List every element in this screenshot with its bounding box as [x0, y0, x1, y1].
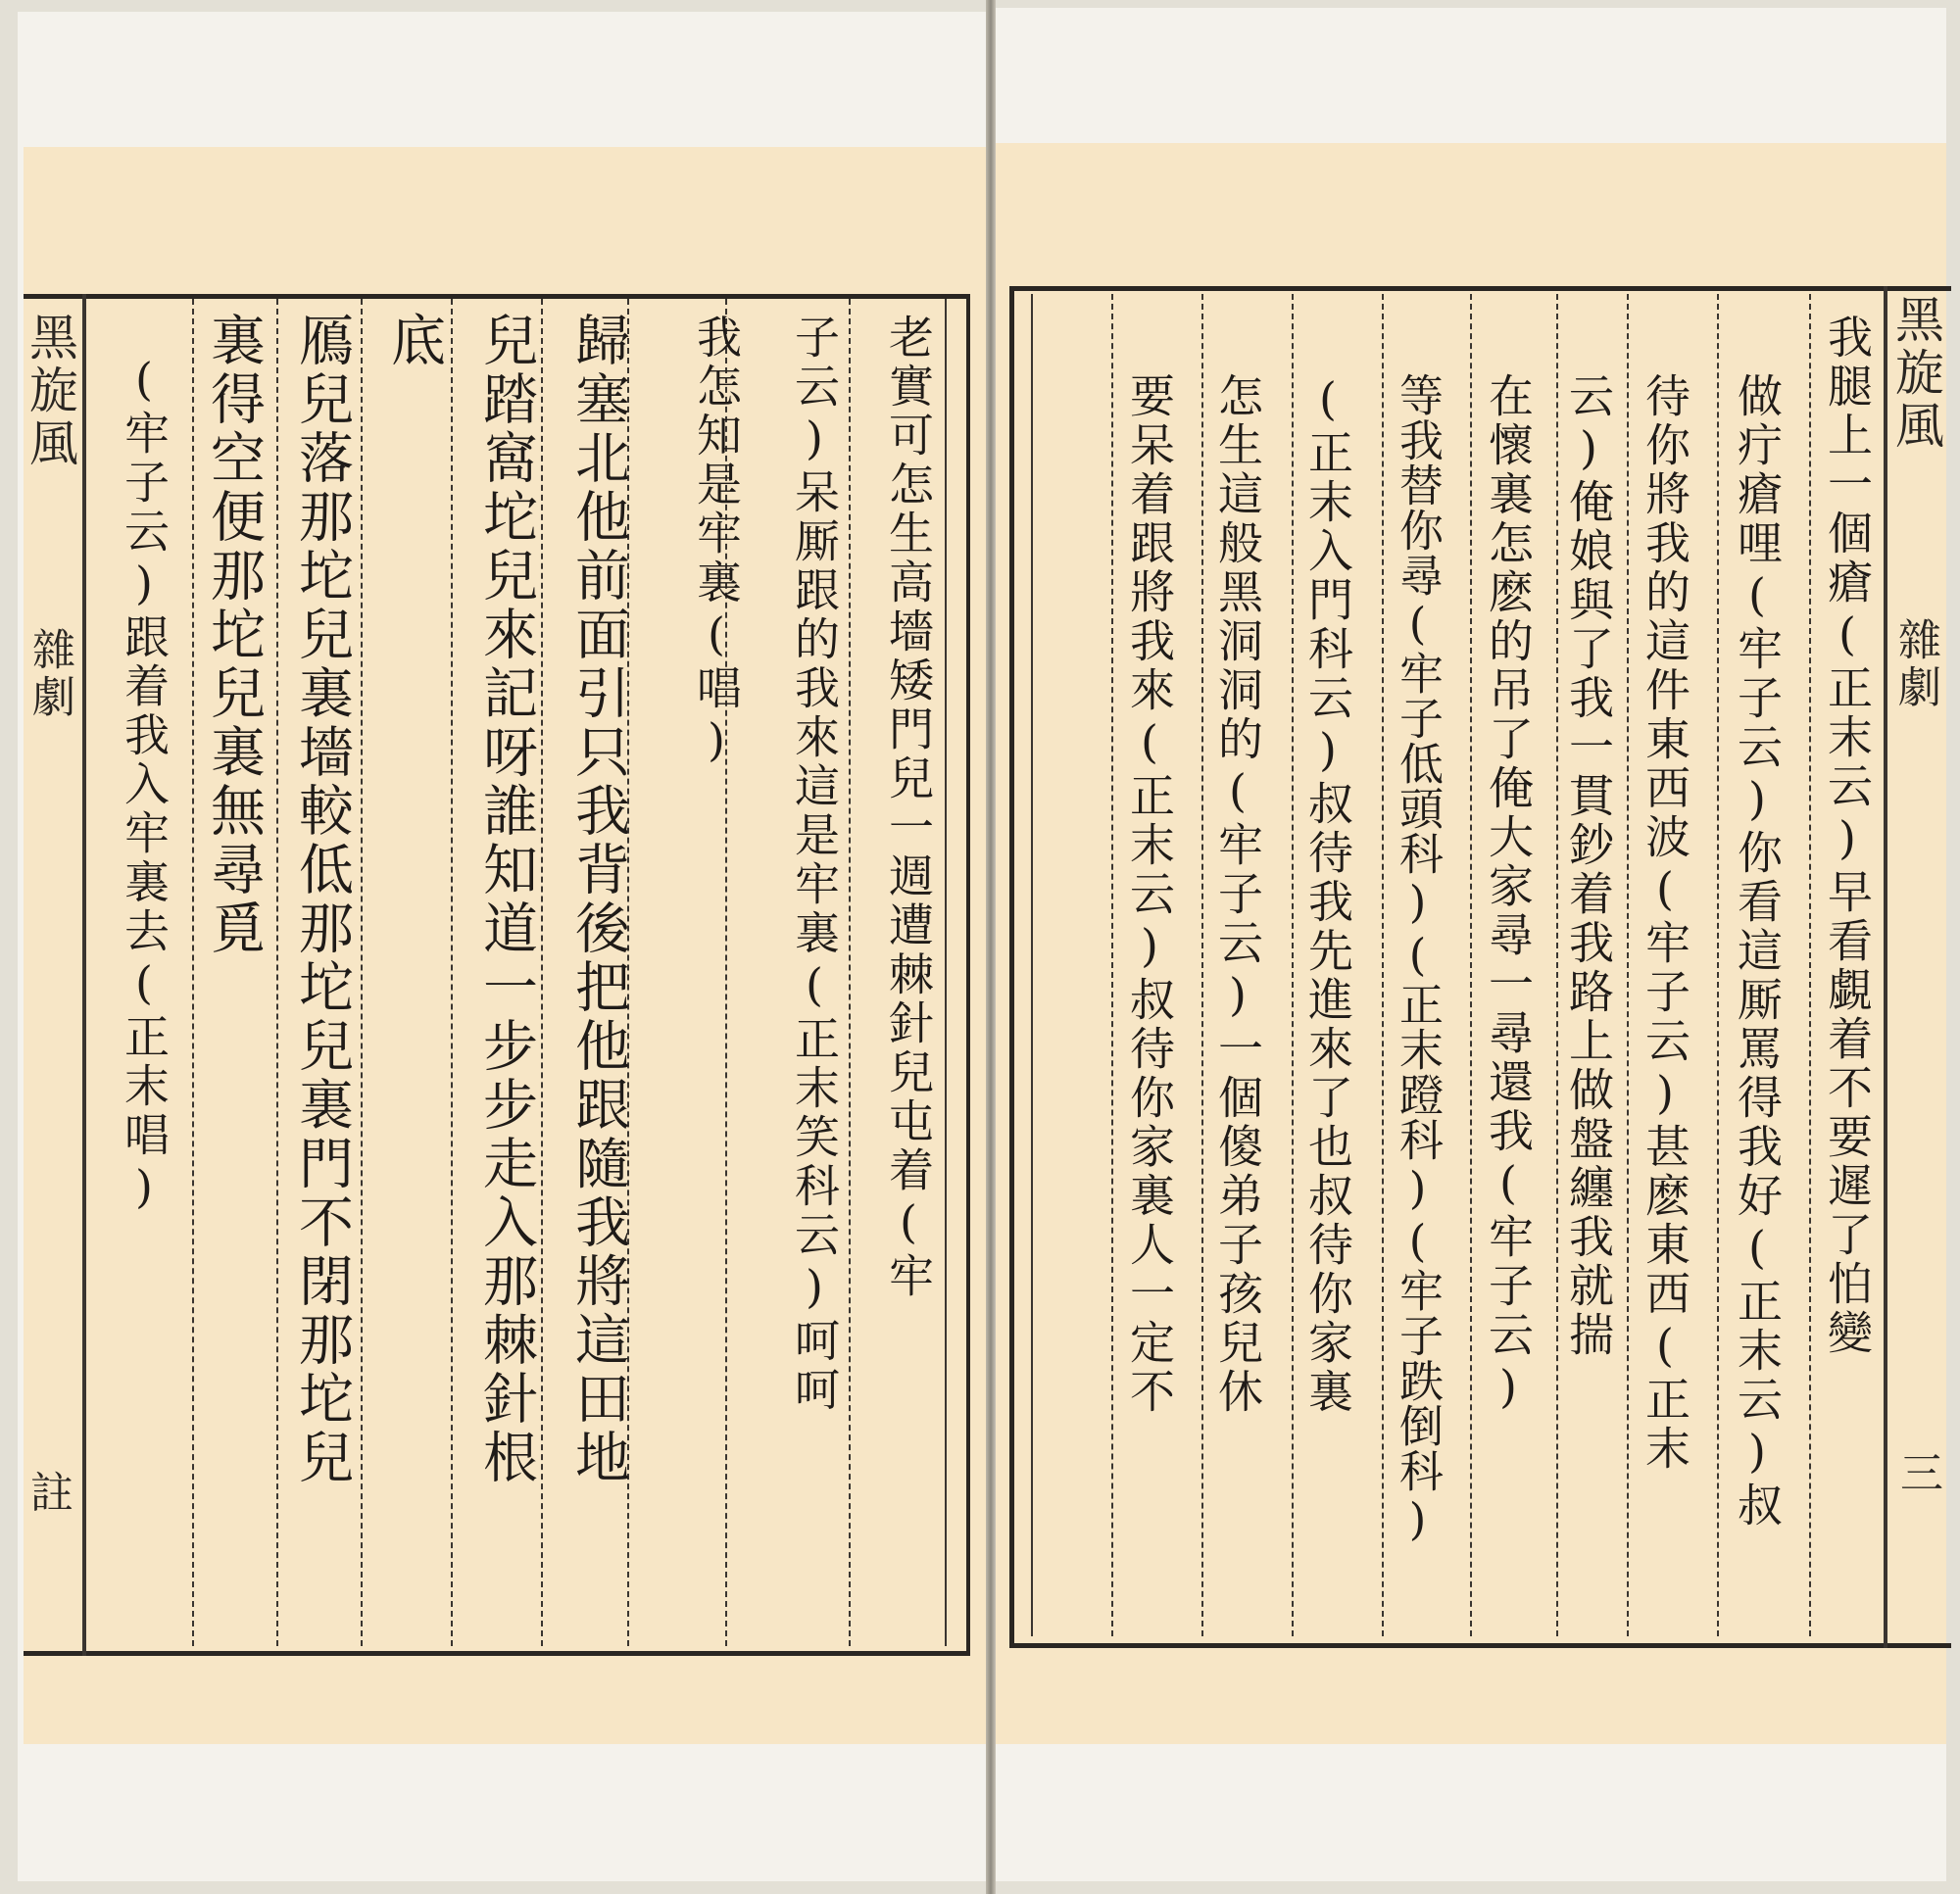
- left-column-5: 兒踏窩坨兒來記呀誰知道一步步走入那棘針根: [474, 312, 538, 1487]
- left-column-1: 老實可怎生高墻矮門兒一週遭棘針兒屯着(牢: [882, 314, 935, 1301]
- right-column-8: 怎生這般黑洞洞的(牢子云)一個傻弟子孩兒休: [1211, 372, 1264, 1417]
- left-column-2: 子云)呆厮跟的我來這是牢裏(正末笑科云)呵呵: [788, 314, 841, 1415]
- right-margin-folio: 三: [1892, 1450, 1942, 1497]
- column-rule: [1717, 294, 1719, 1636]
- right-column-7: (正末入門科云)叔待我先進來了也叔待你家裏: [1301, 372, 1354, 1417]
- column-rule: [361, 299, 363, 1646]
- column-rule: [1111, 294, 1113, 1636]
- left-margin-folio: 註: [23, 1470, 73, 1517]
- column-rule: [1292, 294, 1294, 1636]
- right-column-1: 我腿上一個瘡(正末云)早看覷着不要遲了怕變: [1821, 314, 1874, 1358]
- left-column-8: 裏得空便那坨兒裏無尋覓: [202, 312, 266, 958]
- book-gutter: [986, 0, 996, 1894]
- column-rule: [1809, 294, 1811, 1636]
- column-rule: [541, 299, 543, 1646]
- right-column-3: 待你將我的這件東西波(牢子云)甚麽東西(正末: [1639, 372, 1691, 1474]
- right-column-4: 云)俺娘與了我一貫鈔着我路上做盤纏我就揣: [1562, 372, 1615, 1360]
- column-rule: [1201, 294, 1203, 1636]
- left-column-7: 鴈兒落那坨兒裏墻較低那坨兒裏門不閉那坨兒: [290, 312, 354, 1487]
- column-rule: [451, 299, 453, 1646]
- column-rule: [1470, 294, 1472, 1636]
- column-rule: [192, 299, 194, 1646]
- right-column-6: 等我替你尋(牢子低頭科)(正末蹬科)(牢子跌倒科): [1392, 372, 1444, 1546]
- left-margin-subtitle: 雜劇: [24, 627, 74, 721]
- column-rule: [945, 299, 947, 1646]
- column-rule: [1382, 294, 1384, 1636]
- column-rule: [1627, 294, 1629, 1636]
- column-rule: [1556, 294, 1558, 1636]
- right-column-9: 要呆着跟將我來(正末云)叔待你家裏人一定不: [1123, 372, 1176, 1417]
- right-margin-rule: [1884, 286, 1887, 1648]
- left-margin-rule: [82, 294, 86, 1656]
- right-margin-title: 黑旋風: [1887, 294, 1944, 453]
- left-column-6: 底: [382, 312, 446, 370]
- left-column-4: 歸塞北他前面引只我背後把他跟隨我將這田地: [566, 312, 630, 1487]
- right-margin-subtitle: 雜劇: [1890, 617, 1940, 711]
- left-margin-title: 黑旋風: [22, 312, 78, 470]
- column-rule: [276, 299, 278, 1646]
- left-column-9: (牢子云)跟着我入牢裏去(正末唱): [118, 353, 171, 1217]
- right-column-2: 做疔瘡哩(牢子云)你看這厮罵得我好(正末云)叔: [1731, 372, 1784, 1530]
- column-rule: [849, 299, 851, 1646]
- column-rule: [1031, 294, 1033, 1636]
- left-column-3: 我怎知是牢裏(唱): [690, 314, 743, 770]
- right-column-5: 在懷裏怎麽的吊了俺大家尋一尋還我(牢子云): [1482, 372, 1535, 1417]
